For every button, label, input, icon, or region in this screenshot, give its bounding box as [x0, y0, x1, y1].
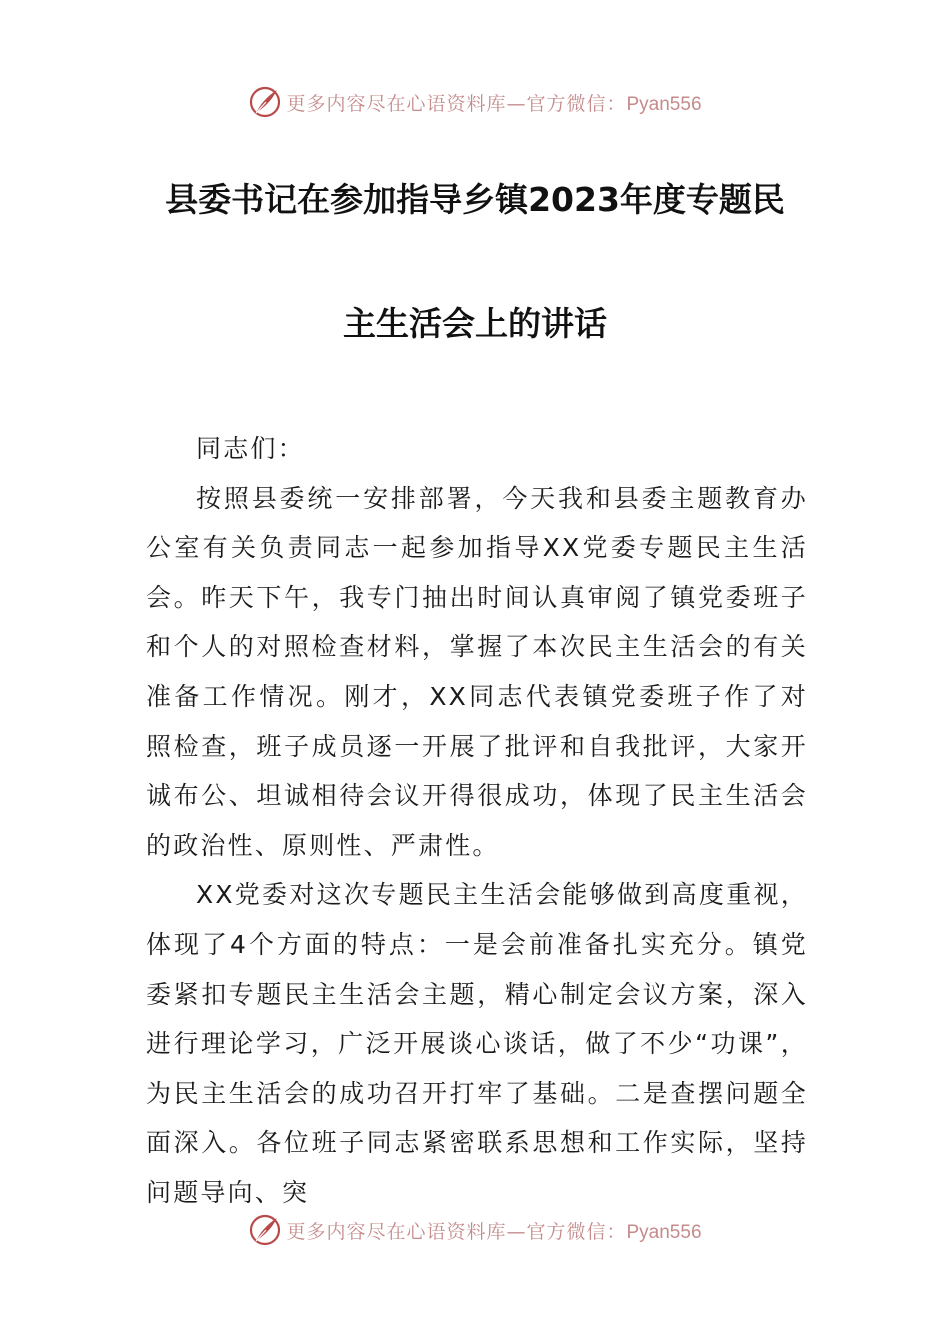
watermark-wechat-id: Pyan556 [626, 93, 702, 115]
footer-watermark [0, 1210, 950, 1250]
feather-pen-logo-icon [248, 85, 282, 119]
watermark-text: 更多内容尽在心语资料库—官方微信：Pyan556 [286, 1220, 702, 1243]
document-title-line-2: 主生活会上的讲话 [343, 304, 607, 343]
feather-pen-logo-icon [248, 1213, 282, 1247]
body-paragraph-2: XX党委对这次专题民主生活会能够做到高度重视，体现了4个方面的特点：一是会前准备扎实充分。镇党委紧扣专题民主生活会主题，精心制定会议方案，深入进行理论学习，广泛开展谈心谈话，做了不少“功课”，为民主生活会的成功召开打牢了基础。二是查摆问题全面深入。各位班子同志紧密联系思想和工作实际，坚持问题导向、突 [146, 880, 808, 1207]
salutation: 同志们： [196, 434, 305, 463]
document-title-line-1: 县委书记在参加指导乡镇2023年度专题民 [165, 180, 785, 219]
document-body [146, 424, 808, 1218]
header-watermark [0, 82, 950, 122]
watermark-wechat-id: Pyan556 [626, 1221, 702, 1243]
watermark-text: 更多内容尽在心语资料库—官方微信：Pyan556 [286, 92, 702, 115]
body-paragraph-1: 按照县委统一安排部署，今天我和县委主题教育办公室有关负责同志一起参加指导XX党委专题民主生活会。昨天下午，我专门抽出时间认真审阅了镇党委班子和个人的对照检查材料，掌握了本次民主生活会的有关准备工作情况。刚才，XX同志代表镇党委班子作了对照检查，班子成员逐一开展了批评和自我批评，大家开诚布公、坦诚相待会议开得很成功，体现了民主生活会的政治性、原则性、严肃性。 [146, 483, 808, 860]
